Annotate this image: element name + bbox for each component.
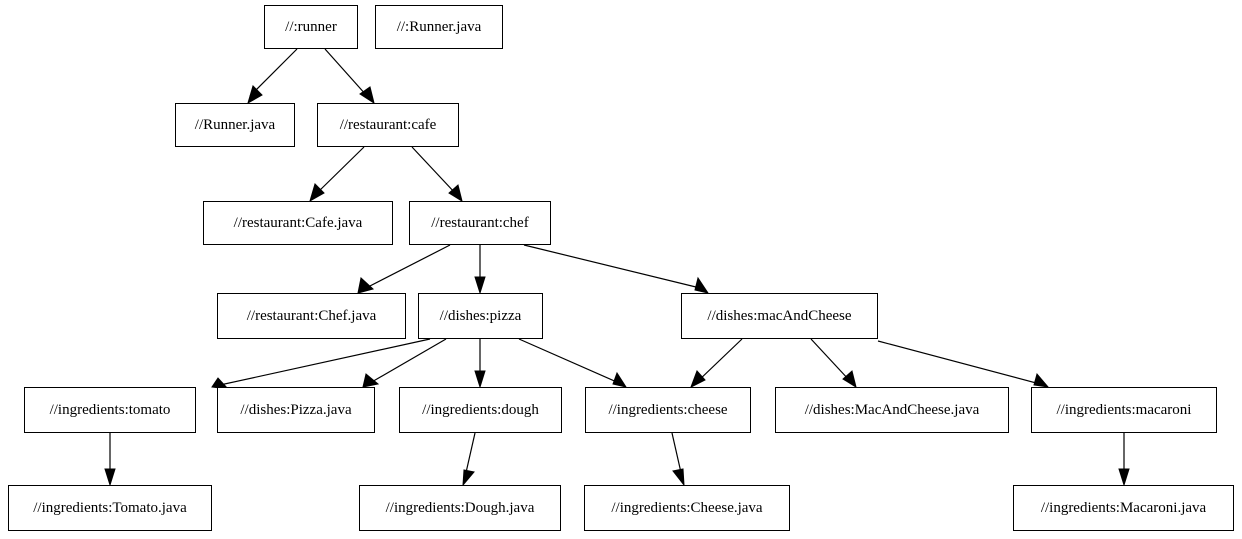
graph-edge-macandcheese-to-cheese [691,339,742,387]
graph-edge-runner-to-runner_java [248,49,297,103]
graph-edge-pizza-to-dough [475,339,485,387]
graph-edge-chef-to-pizza [475,245,485,293]
graph-edge-cafe-to-chef [412,147,462,201]
graph-edge-chef-to-macandcheese [524,245,708,293]
graph-node-runner_java[interactable]: //Runner.java [175,103,295,147]
graph-node-cafe_java[interactable]: //restaurant:Cafe.java [203,201,393,245]
graph-edge-runner-to-cafe [325,49,374,103]
graph-node-runner[interactable]: //:runner [264,5,358,49]
graph-node-cheese_java[interactable]: //ingredients:Cheese.java [584,485,790,531]
graph-edge-chef-to-chef_java [358,245,450,293]
graph-node-tomato_java[interactable]: //ingredients:Tomato.java [8,485,212,531]
graph-node-pizza[interactable]: //dishes:pizza [418,293,543,339]
graph-edge-tomato-to-tomato_java [105,433,115,485]
graph-node-runner_java_top[interactable]: //:Runner.java [375,5,503,49]
graph-node-dough_java[interactable]: //ingredients:Dough.java [359,485,561,531]
graph-edge-dough-to-dough_java [463,433,475,485]
graph-node-cheese[interactable]: //ingredients:cheese [585,387,751,433]
graph-edge-macaroni-to-macaroni_java [1119,433,1129,485]
graph-edge-cafe-to-cafe_java [310,147,364,201]
graph-node-macaroni_java[interactable]: //ingredients:Macaroni.java [1013,485,1234,531]
graph-edge-macandcheese-to-macaroni [878,341,1048,387]
graph-node-macandcheese_java[interactable]: //dishes:MacAndCheese.java [775,387,1009,433]
graph-node-tomato[interactable]: //ingredients:tomato [24,387,196,433]
graph-edge-pizza-to-tomato [212,339,430,389]
graph-edge-pizza-to-cheese [519,339,626,387]
graph-edge-cheese-to-cheese_java [672,433,684,485]
graph-edge-pizza-to-pizza_java [363,339,446,387]
graph-node-dough[interactable]: //ingredients:dough [399,387,562,433]
graph-node-chef_java[interactable]: //restaurant:Chef.java [217,293,406,339]
graph-node-macandcheese[interactable]: //dishes:macAndCheese [681,293,878,339]
graph-node-pizza_java[interactable]: //dishes:Pizza.java [217,387,375,433]
graph-edge-macandcheese-to-macandcheese_java [811,339,856,387]
graph-node-cafe[interactable]: //restaurant:cafe [317,103,459,147]
graph-node-chef[interactable]: //restaurant:chef [409,201,551,245]
graph-node-macaroni[interactable]: //ingredients:macaroni [1031,387,1217,433]
